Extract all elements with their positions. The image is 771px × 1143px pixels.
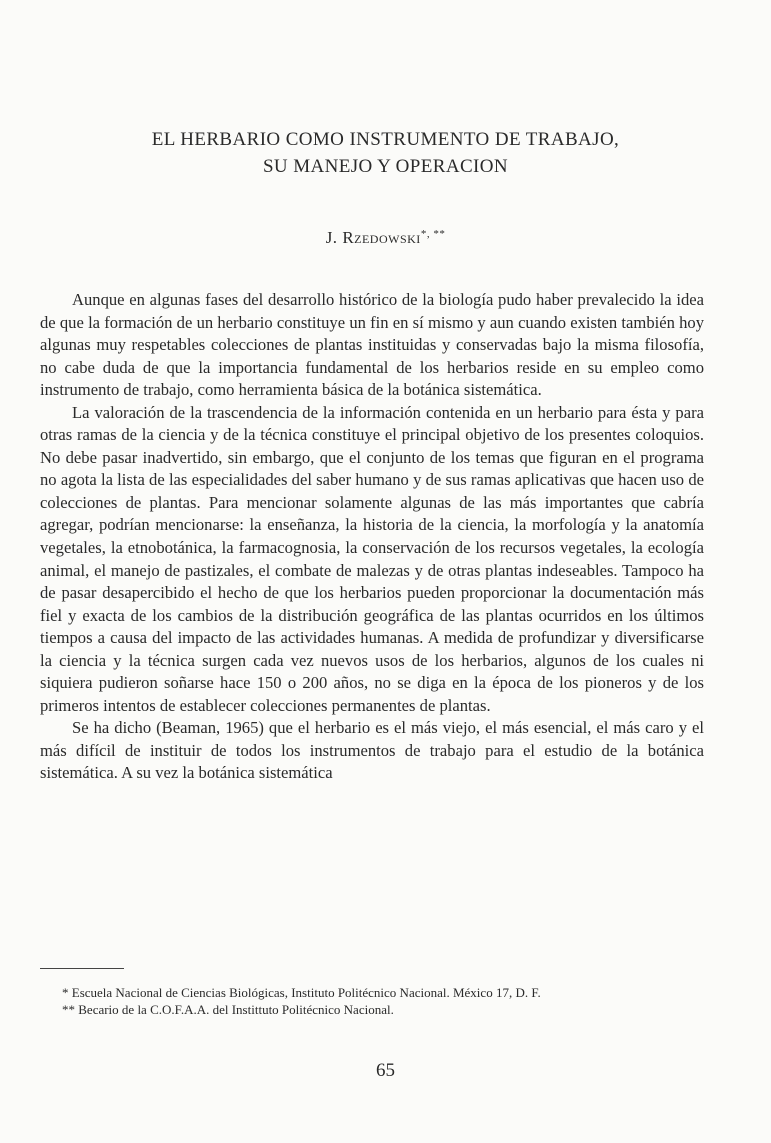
page-number: 65	[376, 1060, 395, 1081]
footnote-1: * Escuela Nacional de Ciencias Biológicas, Instituto Politécnico Nacional. México 17, D. F.	[62, 985, 541, 1000]
footnote-2: ** Becario de la C.O.F.A.A. del Instittuto Politécnico Nacional.	[62, 1002, 394, 1017]
author-surname: Rzedowski	[342, 228, 421, 247]
author-footnote-marks: *, **	[420, 228, 446, 240]
paragraph-2: La valoración de la trascendencia de la información contenida en un herbario para ésta y para otras ramas de la ciencia y de la técnica constituye el principal objetivo de los presentes coloquios. No debe pasar inadvertido, sin embargo, que el conjunto de los temas que figuran en el programa no agota la lista de las especialidades del saber humano y de sus ramas aplicativas que hacen uso de colecciones de plantas. Para mencionar solamente algunas de las más importantes que cabría agregar, podrían mencionarse: la enseñanza, la historia de la ciencia, la morfología y la anatomía vegetales, la etnobotánica, la farmacognosia, la conservación de los recursos vegetales, la ecología animal, el manejo de pastizales, el combate de malezas y de otras plantas indeseables. Tampoco ha de pasar desapercibido el hecho de que los herbarios pueden proporcionar la documentación más fiel y exacta de los cambios de la distribución geográfica de las plantas ocurridos en los últimos tiempos a causa del impacto de las actividades humanas. A medida de profundizar y diversificarse la ciencia y la técnica surgen cada vez nuevos usos de los herbarios, algunos de los cuales ni siquiera pudieron soñarse hace 150 o 200 años, no se diga en la época de los pioneros y de los primeros intentos de establecer colecciones permanentes de plantas.	[40, 402, 704, 715]
author-initial: J.	[325, 228, 343, 247]
paragraph-1: Aunque en algunas fases del desarrollo histórico de la biología pudo haber prevalecido la idea de que la formación de un herbario constituye un fin en sí mismo y aun cuando existen también hoy algunas muy respetables colecciones de plantas instituidas y conservadas bajo la misma filosofía, no cabe duda de que la importancia fundamental de los herbarios reside en su empleo como instrumento de trabajo, como herramienta básica de la botánica sistemática.	[40, 290, 704, 400]
body-text	[40, 289, 704, 785]
footnotes	[40, 984, 704, 1018]
author-line	[0, 228, 771, 248]
title-line-1: EL HERBARIO COMO INSTRUMENTO DE TRABAJO,	[151, 129, 620, 150]
footnote-divider	[40, 968, 124, 969]
title-line-2: SU MANEJO Y OPERACION	[262, 156, 509, 177]
paragraph-3: Se ha dicho (Beaman, 1965) que el herbario es el más viejo, el más esencial, el más caro y el más difícil de instituir de todos los instrumentos de trabajo para el estudio de la botánica sistemática. A su vez la botánica sistemática	[40, 718, 704, 783]
